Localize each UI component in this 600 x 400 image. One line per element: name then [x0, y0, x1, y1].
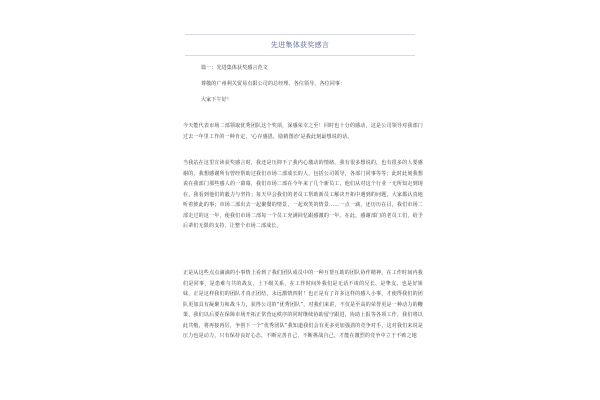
paragraph-3: 正是从这些点点滴滴的小事情上看到了我们团队成员中的一种互帮互助的团队协作精神，在工作时间内我们是同事，是患难与共的战友，上下级关系，在工作时间外我们是无话不谈的兄长、是挚友、也是好姐妹，正是这样我们的团队才真正团结，永远激情四射！也正是有了许多这样的感人小事，才使得我们的团队更加具有凝聚力和战斗力，获得公司的“优秀团队”，对我们来讲，不仅是至高的荣誉更是一种动力的鞭策，我们以后要在保障市场开拓正常营运秩序的同时继续协助留守跟进，协助上报等各项工作，我们将以此共勉，将再接再厉，争创下一个“优秀团队”我知道我们会有更多更加强劲的竞争对手，这对我们来说是压力也是动力，只有保持良好心态，不断完善自己，不断挑战自己，才能在激烈的竞争中立于不败之地 [183, 270, 423, 339]
document-title: 先进集体获奖感言 [270, 41, 330, 49]
greeting: 大家下午好！ [201, 97, 232, 103]
document-subtitle: 篇一：先进集体获奖感言范文 [201, 65, 268, 71]
paragraph-2: 当我站在这里宣读获奖感言时，我还是压抑不了我内心激动的情绪，我有很多想说的，也有很多的人要感谢的，我想感谢所有曾经帮助过我们市场二部成长的人，包括公司领导，各部门同事等等；此时此刻我想说在我部门那些感人的一幕幕，我们市场二部在今年来了几个新员工，他们从对这个行业一无所知走到现在，我看到他们的毅力与坚持；每天早会我们的老员工帮助新员工解决开拓中遇到的问题，大家都认真地听着彼此的事；市场二部出去一起聚餐的情景，一起欢笑的情景……一点一滴，还历历在目，我们市场二部走过的这一年，使我们市场二部每一个员工充满回忆跟感激的一年。在此，感谢部门的老员工们，给予后辈们无限的支持，让整个市场二部成长。 [183, 160, 423, 229]
paragraph-1: 今天能代表市场二部领取优秀团队这个奖项，深感荣幸之至！同时也十分的感动，这是公司领导对我部门过去一年里工作的一种肯定，'心存感恩，励精图治'是我此刻最想说的话。 [183, 123, 423, 140]
salutation: 尊敬的广州利关贸易有限公司的总经理、各位领导、各位同事： [201, 81, 346, 87]
document-header [185, 34, 415, 56]
